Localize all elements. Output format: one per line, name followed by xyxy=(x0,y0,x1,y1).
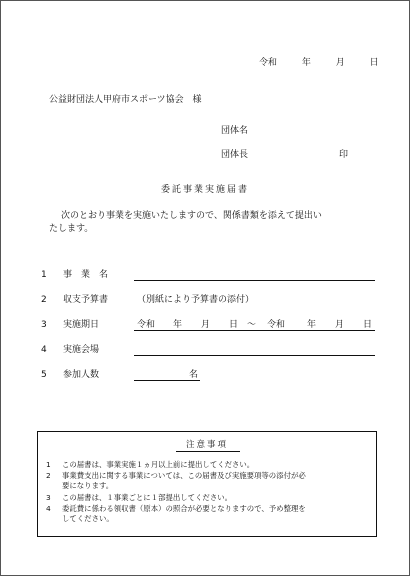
note-2-number: 2 xyxy=(46,471,51,480)
group-head-label: 団体長 xyxy=(221,150,249,160)
item-3-number: 3 xyxy=(41,320,47,330)
item-1-field-line xyxy=(134,280,375,281)
item-2-note: （別紙により予算書の添付） xyxy=(137,295,255,305)
notes-title: 注意事項 xyxy=(185,440,228,450)
seal-mark: 印 xyxy=(339,150,349,160)
item-1-label: 事 業 名 xyxy=(63,270,109,280)
note-3-number: 3 xyxy=(46,493,51,502)
item-3-field-line xyxy=(134,330,375,331)
item-3-from-year: 年 xyxy=(173,320,183,330)
notes-box xyxy=(37,431,377,537)
item-5-number: 5 xyxy=(41,370,47,380)
item-4-label: 実施会場 xyxy=(63,345,100,355)
item-2-label: 収支予算書 xyxy=(63,295,109,305)
note-3-text: この届書は、１事業ごとに１部提出してください。 xyxy=(62,493,232,502)
date-era: 令和 xyxy=(259,58,278,68)
note-2-text-cont: 要になります。 xyxy=(62,481,114,490)
item-5-unit: 名 xyxy=(189,370,199,380)
item-5-label: 参加人数 xyxy=(63,370,100,380)
item-3-to-era: 令和 xyxy=(267,320,286,330)
intro-line-1: 次のとおり事業を実施いたしますので、関係書類を添えて提出い xyxy=(61,211,322,221)
notes-title-underline xyxy=(176,451,240,452)
item-1-number: 1 xyxy=(41,270,47,280)
intro-line-2: たします。 xyxy=(49,224,94,234)
note-1-number: 1 xyxy=(46,460,51,469)
note-4-number: 4 xyxy=(46,504,51,513)
item-3-to-year: 年 xyxy=(307,320,317,330)
note-4 xyxy=(46,504,306,524)
date-line xyxy=(259,57,379,69)
note-2 xyxy=(46,471,306,491)
addressee-org: 公益財団法人甲府市スポーツ協会 xyxy=(49,95,184,105)
note-4-text: 委託費に係わる領収書（原本）の照合が必要となりますので、予め整理を xyxy=(62,504,306,513)
item-3-from-era: 令和 xyxy=(137,320,156,330)
note-1-text: この届書は、事業実施１ヵ月以上前に提出してください。 xyxy=(62,460,255,469)
addressee xyxy=(49,94,202,106)
item-3-from-month: 月 xyxy=(201,320,211,330)
item-3-from-day: 日 xyxy=(229,320,239,330)
note-1 xyxy=(46,460,254,470)
group-name-label: 団体名 xyxy=(221,126,249,136)
item-4-field-line xyxy=(134,355,375,356)
document-title: 委託事業実施届書 xyxy=(160,185,249,195)
item-3-label: 実施期日 xyxy=(63,320,100,330)
date-day: 日 xyxy=(369,58,379,68)
item-4-number: 4 xyxy=(41,345,47,355)
item-3-to-day: 日 xyxy=(363,320,373,330)
note-4-text-cont: してください。 xyxy=(62,514,114,523)
item-2-number: 2 xyxy=(41,295,47,305)
note-2-text: 事業費支出に関する事業については、この届書及び実施要項等の添付が必 xyxy=(62,471,306,480)
date-month: 月 xyxy=(335,58,345,68)
note-3 xyxy=(46,493,232,503)
date-year: 年 xyxy=(301,58,311,68)
item-3-tilde: ～ xyxy=(247,320,257,330)
item-3-to-month: 月 xyxy=(335,320,345,330)
addressee-honorific: 様 xyxy=(192,95,202,105)
